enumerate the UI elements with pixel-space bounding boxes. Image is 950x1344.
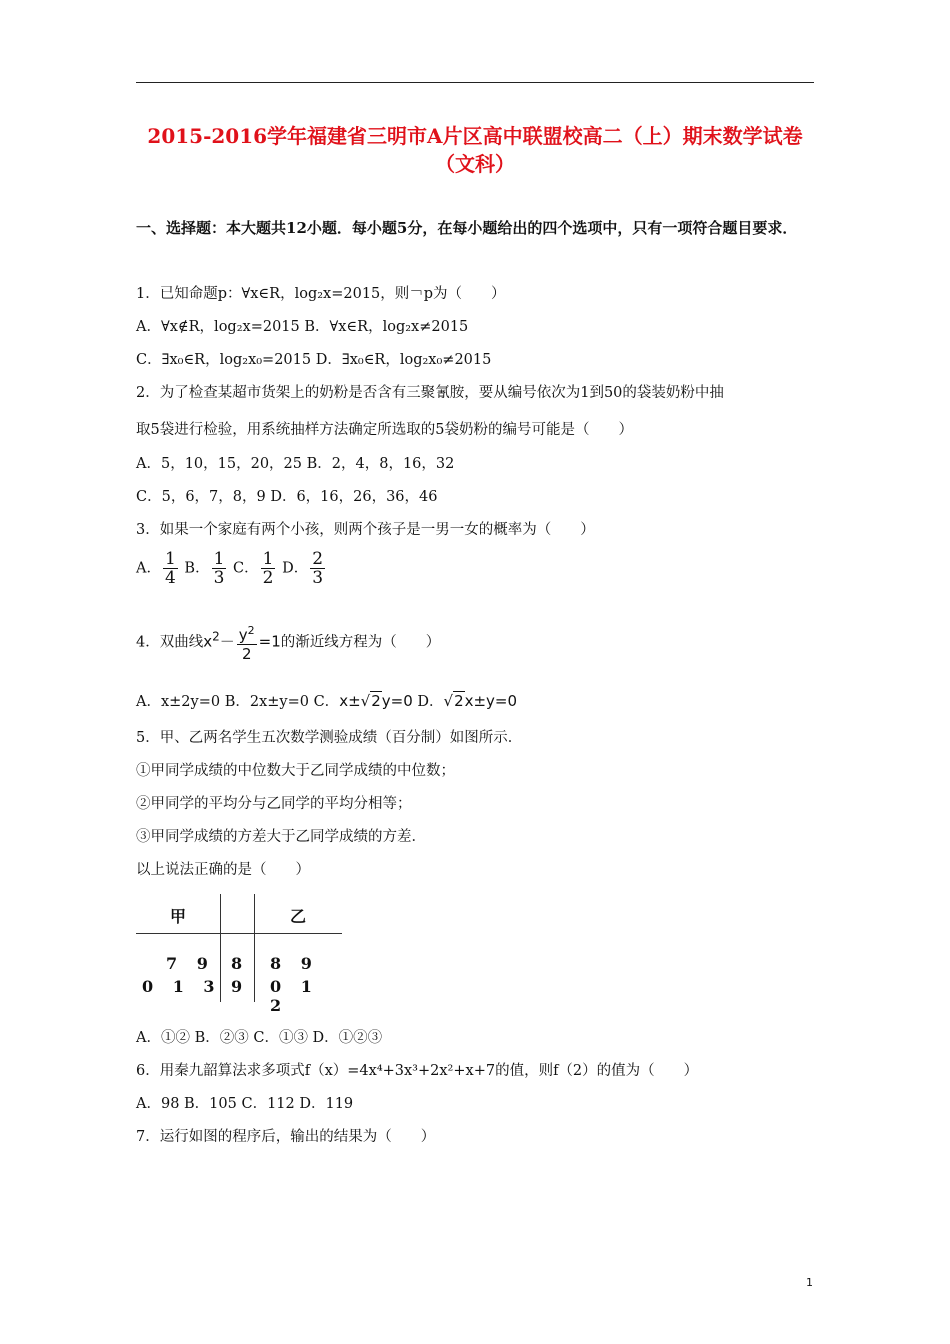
stem-leaf-row2-stem: 9 [231, 977, 243, 996]
q5-options: A．①② B．②③ C．①③ D．①②③ [136, 1030, 383, 1046]
q4-option-d-radicand: 2 [454, 692, 464, 710]
q3-option-b-label: B． [184, 560, 210, 577]
q2-options-ab: A．5，10，15，20，25 B．2，4，8，16，32 [136, 456, 455, 472]
q5-stem: 5．甲、乙两名学生五次数学测验成绩（百分制）如图所示． [136, 730, 523, 746]
q5-statement-3: ③甲同学成绩的方差大于乙同学成绩的方差． [136, 829, 426, 845]
q2-stem-line2: 取5袋进行检验，用系统抽样方法确定所选取的5袋奶粉的编号可能是（ ） [136, 422, 633, 438]
q6-options: A．98 B．105 C．112 D．119 [136, 1096, 354, 1112]
q3-c-numerator: 1 [262, 549, 274, 569]
q3-b-numerator: 1 [213, 549, 225, 569]
q1-stem: 1．已知命题p：∀x∈R，log₂x=2015，则￢p为（ ） [136, 286, 506, 302]
q2-options-cd: C．5，6，7，8，9 D．6，16，26，36，46 [136, 489, 438, 505]
q4-x: x [203, 632, 213, 651]
q3-d-denominator: 3 [312, 568, 324, 588]
q6-stem: 6．用秦九韶算法求多项式f（x）=4x⁴+3x³+2x²+x+7的值，则f（2）的值为（ ） [136, 1063, 699, 1079]
q4-minus: － [219, 632, 235, 651]
document-title: 2015-2016学年福建省三明市A片区高中联盟校高二（上）期末数学试卷（文科） [147, 124, 803, 176]
stem-leaf-row2-right: 0 1 2 [270, 977, 319, 1015]
q3-option-c-fraction [261, 550, 276, 587]
q5-question: 以上说法正确的是（ ） [136, 862, 310, 878]
q4-option-c-suffix: y=0 [381, 692, 413, 710]
q4-suffix: 的渐近线方程为（ ） [280, 634, 441, 651]
q4-fraction-denominator: 2 [241, 645, 252, 663]
stem-leaf-table [136, 894, 344, 1015]
q4-equals-one: =1 [258, 632, 281, 651]
q4-option-c-radical: √2 [360, 692, 381, 710]
q3-option-d-fraction [310, 550, 325, 587]
stem-leaf-header-rule [136, 933, 342, 934]
stem-leaf-row1-stem: 8 [231, 954, 243, 973]
q4-y-exponent: 2 [247, 624, 255, 637]
q5-statement-1: ①甲同学成绩的中位数大于乙同学成绩的中位数； [136, 763, 455, 779]
stem-leaf-left-header: 甲 [170, 907, 187, 926]
stem-leaf-row1-right: 8 9 [270, 954, 319, 973]
q3-option-a-fraction [163, 550, 178, 587]
q4-prefix: 4．双曲线 [136, 634, 204, 651]
q4-options [136, 690, 517, 711]
q4-fraction [237, 622, 257, 663]
q3-option-a-label: A． [136, 560, 161, 577]
q3-a-denominator: 4 [164, 568, 176, 588]
q4-y: y [238, 626, 248, 644]
q4-option-d-label: D． [412, 694, 444, 710]
page-number: 1 [806, 1276, 813, 1289]
q3-option-b-fraction [212, 550, 227, 587]
q3-d-numerator: 2 [312, 549, 324, 569]
q4-fraction-numerator [237, 622, 257, 645]
q1-options-ab: A．∀x∉R，log₂x=2015 B．∀x∈R，log₂x≠2015 [136, 319, 469, 335]
stem-leaf-row2-left: 0 1 3 [142, 977, 222, 996]
q4-option-c-radicand: 2 [371, 692, 381, 710]
q2-stem-line1: 2．为了检查某超市货架上的奶粉是否含有三聚氰胺，要从编号依次为1到50的袋装奶粉中抽 [136, 385, 724, 401]
q3-a-numerator: 1 [164, 549, 176, 569]
q3-option-d-label: D． [282, 560, 309, 577]
section-heading: 一、选择题：本大题共12小题．每小题5分，在每小题给出的四个选项中，只有一项符合题目要求． [136, 219, 798, 237]
q4-option-c-prefix: x± [339, 692, 361, 710]
q4-option-d-radical: √2 [443, 692, 464, 710]
q4-options-ab: A．x±2y=0 B．2x±y=0 C． [136, 694, 340, 710]
q5-statement-2: ②甲同学的平均分与乙同学的平均分相等； [136, 796, 412, 812]
q3-b-denominator: 3 [213, 568, 225, 588]
header-rule [136, 82, 814, 83]
q3-option-c-label: C． [233, 560, 259, 577]
stem-leaf-divider-right [254, 894, 255, 1002]
q4-option-d-suffix: x±y=0 [464, 692, 518, 710]
q4-stem [136, 622, 440, 663]
q3-options [136, 550, 327, 587]
q3-stem: 3．如果一个家庭有两个小孩，则两个孩子是一男一女的概率为（ ） [136, 522, 595, 538]
q7-stem: 7．运行如图的程序后，输出的结果为（ ） [136, 1129, 436, 1145]
stem-leaf-right-header: 乙 [290, 907, 307, 926]
stem-leaf-row1-left: 7 9 [166, 954, 215, 973]
q3-c-denominator: 2 [262, 568, 274, 588]
q1-options-cd: C．∃x₀∈R，log₂x₀=2015 D．∃x₀∈R，log₂x₀≠2015 [136, 352, 492, 368]
q4-x-exponent: 2 [212, 629, 220, 644]
